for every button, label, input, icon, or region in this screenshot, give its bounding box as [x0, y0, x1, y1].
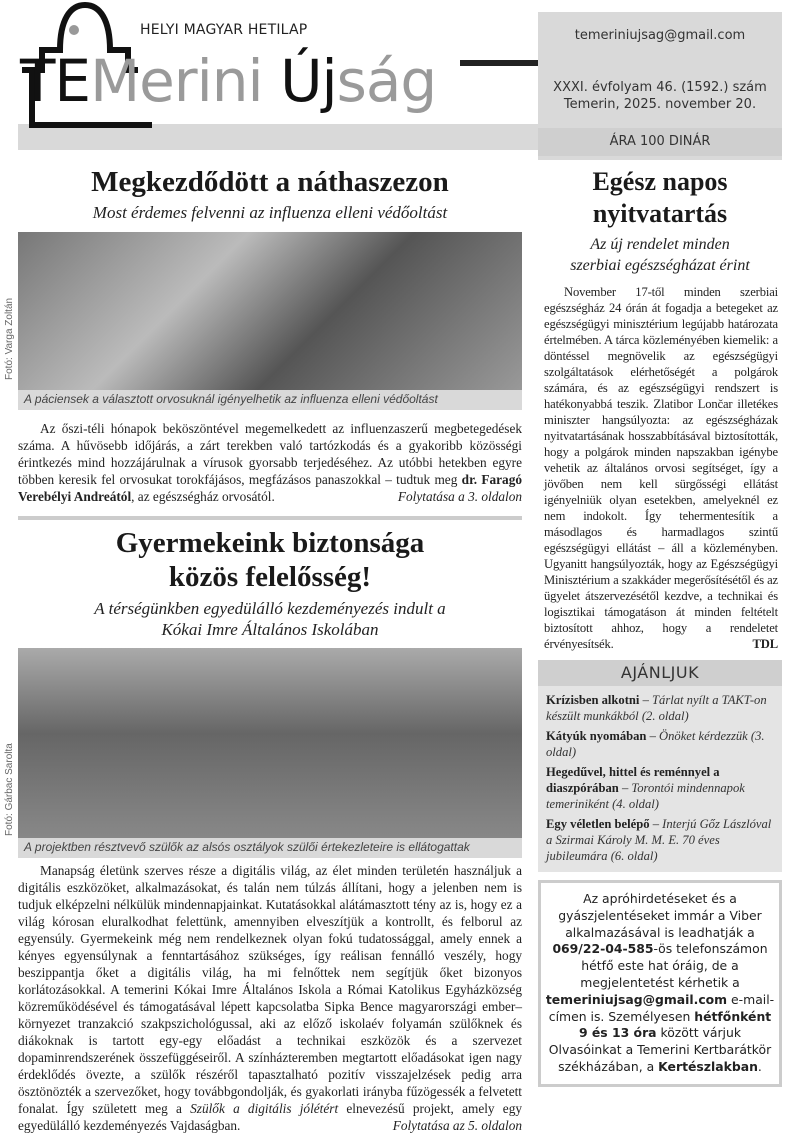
article2-headline[interactable]	[18, 526, 522, 594]
masthead-tagline: HELYI MAGYAR HETILAP	[140, 22, 308, 38]
continued-link[interactable]: Folytatása az 5. oldalon	[392, 1118, 522, 1133]
article3-headline[interactable]	[538, 166, 782, 230]
subheadline-line: szerbiai egészségházat érint	[570, 257, 750, 274]
body-text: , az egészségház orvosától.	[131, 489, 275, 504]
issue-info-box	[538, 12, 782, 160]
notice-place: Kertészlakban	[658, 1058, 758, 1074]
recommend-list	[538, 686, 782, 872]
dash: –	[649, 817, 663, 831]
item-desc: Tárlat nyílt a TAKT-on készült munkákból (2. oldal)	[546, 693, 767, 723]
recommend-item[interactable]	[546, 764, 774, 812]
dash: –	[639, 693, 653, 707]
issue-number: XXXI. évfolyam 46. (1592.) szám	[553, 80, 767, 95]
item-title: Kátyúk nyomában	[546, 729, 647, 743]
masthead-rule	[460, 60, 538, 66]
masthead-title-prefix: TE	[20, 47, 91, 115]
masthead-title-main: Merini	[90, 47, 281, 115]
photo-caption: A projektben résztvevő szülők az alsós osztályok szülői értekezleteire is ellátogattak	[18, 838, 522, 858]
item-title: Egy véletlen belépő	[546, 817, 650, 831]
notice-text: Az apróhirdetéseket és a gyászjelentéseket immár a Viber alkalmazásával is leadhatják a	[558, 891, 762, 940]
divider	[18, 516, 522, 520]
recommend-item[interactable]	[546, 728, 774, 760]
article3-body-wrap	[538, 284, 782, 652]
notice-box	[538, 880, 782, 1087]
dash: –	[618, 781, 632, 795]
notice-text: e-mail-címen is. Személyesen	[548, 991, 775, 1024]
article3-subheadline	[538, 234, 782, 276]
item-title: Krízisben alkotni	[546, 693, 640, 707]
subheadline-line: Kókai Imre Általános Iskolában	[161, 620, 379, 639]
body-text: elnevezésű projekt, amely egy egyedülálló kezdeményezés Vajdaságban.	[18, 1101, 522, 1133]
body-italic: Szülők a digitális jólétért	[190, 1101, 339, 1116]
photo-caption: A páciensek a választott orvosuknál igényelhetik az influenza elleni védőoltást	[18, 390, 522, 410]
photo-credit: Fotó: Gárbac Sarolta	[4, 743, 15, 836]
body-text: Manapság életünk szerves része a digitális világ, az élet minden területén használjuk a digitális eszközöket, alkalmazásokat, és talán nem túlzás állítani, hogy a jelenben nem is tudjuk elképzelni nélkülük mindennapjainkat. Kutatásokkal alátámasztott tény az is, hogy ez a világ kórosan eluralkodhat felettünk, amennyiben elveszítjük a kontrollt, és felborul az egyensúly. Gyermekeink még nem rendelkeznek olyan fokú tudatossággal, amely ennek a kényes egyensúlynak a fenntartásához szükséges, így reálisan fennálló veszély, hogy beszippantja őket a digitális világ, ha mi felnőttek nem segítjük őket bizonyos korlátozásokkal. A temerini Kókai Imre Általános Iskola a Római Katolikus Egyházközség közreműködésével és támogatásával lépett kapcsolatba Sipka Bence magyarországi ember–környezet tranzakció szakpszichológussal, aki az előző iskolaév folyamán szülőknek és diákoknak is tartott egy-egy előadást a technikai eszközök és a szervezet dopaminrendszerének összefüggéseiről. A színházteremben megtartott előadásokat igen nagy érdeklődés övezte, a szülők részéről tapasztalható pozitív visszajelzések pedig arra ösztönözték a szervezőket, hogy továbbgondolják, és gyakorlati irányba fűzögessék a felvetett fonalat. Így született meg a	[18, 863, 522, 1116]
masthead-title	[20, 47, 437, 115]
contact-email[interactable]: temeriniujsag@gmail.com	[574, 28, 746, 43]
photo-credit: Fotó: Varga Zoltán	[4, 297, 15, 380]
item-desc: Torontói mindennapok temeriniként (4. oldal)	[546, 781, 745, 811]
article2-body	[18, 862, 522, 1134]
article1-body	[18, 420, 522, 505]
recommend-item[interactable]	[546, 816, 774, 864]
notice-phone: 069/22-04-585	[552, 941, 654, 957]
article1-subheadline: Most érdemes felvenni az influenza elleni védőoltást	[92, 203, 448, 222]
notice-text: között várjuk Olvasóinkat a Temerini Kertbarátkör székházában, a	[548, 1025, 772, 1074]
price: ÁRA 100 DINÁR	[538, 128, 782, 156]
masthead-title-end: ság	[336, 47, 437, 115]
article3-body: November 17-től minden szerbiai egészségház 24 órán át fogadja a betegeket az egészségügyi minisztérium legújabb határozata értelmében. A tárca közleményében kiemelik: a döntéssel megnövelik az egészségügyi szolgáltatások elérhetőségét a polgárok számára, és az egészségügyi rendszert is hatékonyabbá teszik. Zlatibor Lončar illetékes miniszter hangsúlyozta: az egészségházak nyitvatartásának hosszabbításával biztosították, hogy a polgárok minden napszakban igénybe vehetik az általános orvosi segítséget, így a jövőben nem kell sürgősségi ellátást igényelniük olyan esetekben, amelyeknél ez nem indokolt. Így tehermentesítik a másodlagos és harmadlagos szintű egészségügyi ellátást – áll a közleményben. Ugyanitt hangsúlyozták, hogy az Egészségügyi Minisztérium a szakkáder megerősítésétől és az ügyelet átszervezésétől kezdve, a technikai és logisztikai támogatáson át minden feltételt biztosított ahhoz, hogy a rendeletet érvényesítsék.	[544, 285, 778, 651]
subheadline-line: A térségünkben egyedülálló kezdeményezés indult a	[94, 599, 446, 618]
article2-photo-classroom	[18, 648, 522, 838]
author-initials: TDL	[752, 637, 778, 651]
notice-text: -ös telefonszámon hétfő este hat óráig, de a megjelentetést kérhetik a	[580, 941, 768, 990]
article1-headline[interactable]: Megkezdődött a náthaszezon	[91, 166, 449, 198]
subheadline-line: Az új rendelet minden	[590, 236, 730, 253]
issue-date: Temerin, 2025. november 20.	[563, 97, 757, 112]
item-desc: Interjú Gőz Lászlóval a Szirmai Károly M. M. E. 70 éves jubileumára (6. oldal)	[546, 817, 772, 863]
headline-line: nyitvatartás	[592, 199, 728, 228]
recommend-item[interactable]	[546, 692, 774, 724]
article1-photo-health-center	[18, 232, 522, 390]
item-desc: Önöket kérdezzük (3. oldal)	[546, 729, 765, 759]
article2-subheadline	[18, 598, 522, 640]
headline-line: közös felelősség!	[168, 561, 372, 593]
headline-line: Egész napos	[592, 167, 728, 196]
continued-link[interactable]: Folytatása a 3. oldalon	[397, 489, 522, 504]
notice-hours: hétfőnként 9 és 13 óra	[578, 1008, 772, 1041]
body-bold: dr. Faragó Verebélyi Andreától	[18, 472, 522, 504]
headline-line: Gyermekeink biztonsága	[115, 527, 425, 559]
masthead-title-u: Új	[280, 47, 337, 115]
right-column	[538, 166, 782, 1087]
recommend-title: AJÁNLJUK	[538, 660, 782, 686]
notice-email[interactable]: temeriniujsag@gmail.com	[545, 991, 728, 1007]
dash: –	[646, 729, 660, 743]
item-title: Hegedűvel, hittel és reménnyel a diaszpórában	[546, 765, 720, 795]
body-text: Az őszi-téli hónapok beköszöntével megemelkedett az influenzaszerű megbetegedések száma. A hűvösebb időjárás, a zárt terekben való tartózkodás és a gyakoribb közösségi érintkezés mind hozzájárulnak a vírusok gyorsabb terjedéséhez. Az utóbbi hetekben egyre többen keresik fel orvosukat torokfájásos, megfázásos panaszokkal – tudtuk meg	[18, 421, 522, 487]
notice-text: .	[757, 1058, 762, 1074]
